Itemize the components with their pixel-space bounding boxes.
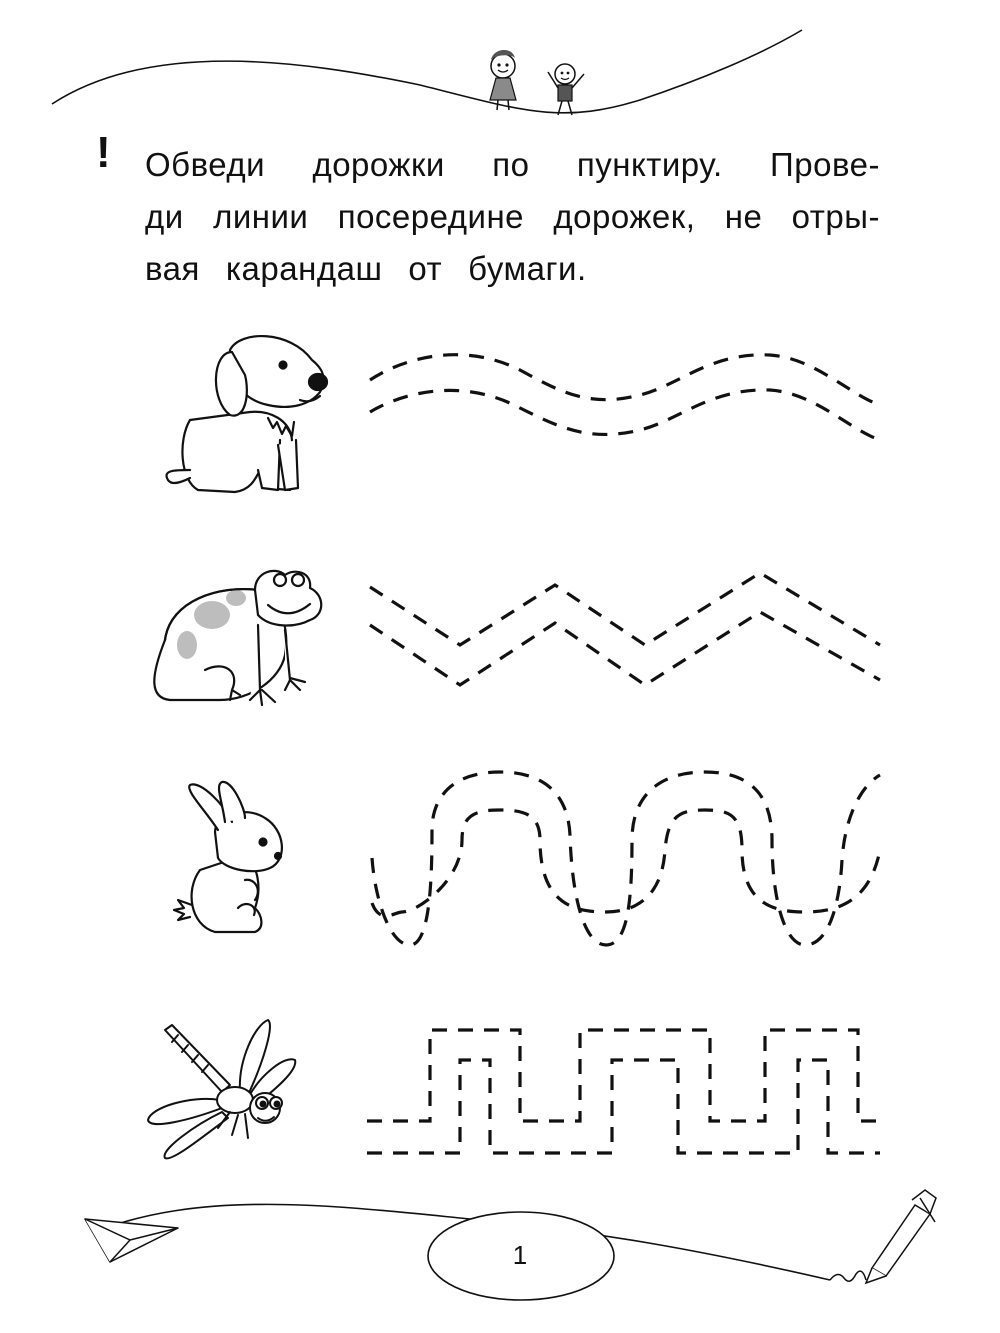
- arches-path-inner: [372, 810, 880, 916]
- girl-mascot-icon: [490, 50, 516, 110]
- dragonfly-icon: [148, 1020, 295, 1158]
- instruction-word: дорожек,: [553, 198, 696, 235]
- instruction-word: Прове-: [770, 146, 880, 183]
- instruction-word: бумаги.: [468, 250, 587, 287]
- instruction-word: посередине: [337, 198, 525, 235]
- instruction-word: не: [724, 198, 763, 235]
- instruction-word: отры-: [791, 198, 880, 235]
- instruction-word: карандаш: [225, 250, 383, 287]
- instruction-line-3: [145, 250, 880, 288]
- instruction-word: Обведи: [145, 146, 266, 183]
- instruction-word: вая: [145, 250, 200, 287]
- page-number: 1: [512, 1239, 528, 1270]
- instruction-line-2: [145, 198, 880, 236]
- pen-icon: [830, 1190, 936, 1283]
- exclamation-mark: !: [96, 128, 111, 177]
- rabbit-icon: [174, 782, 282, 932]
- instruction-word: дорожки: [312, 146, 445, 183]
- frog-icon: [154, 571, 321, 705]
- instruction-line-1: [145, 146, 880, 184]
- boy-mascot-icon: [548, 64, 584, 115]
- instruction-word: линии: [213, 198, 309, 235]
- meander-path-inner: [367, 1060, 880, 1153]
- meander-path-outer: [367, 1030, 880, 1121]
- dog-icon: [167, 336, 327, 492]
- arches-path-outer: [372, 772, 880, 945]
- instruction-word: ди: [145, 198, 184, 235]
- instruction-word: по: [492, 146, 530, 183]
- instruction-word: от: [408, 250, 443, 287]
- zigzag-path-upper: [370, 573, 880, 645]
- instruction-word: пунктиру.: [576, 146, 723, 183]
- zigzag-path-lower: [370, 612, 880, 685]
- header-curve: [52, 30, 802, 113]
- paper-plane-icon: [85, 1219, 178, 1262]
